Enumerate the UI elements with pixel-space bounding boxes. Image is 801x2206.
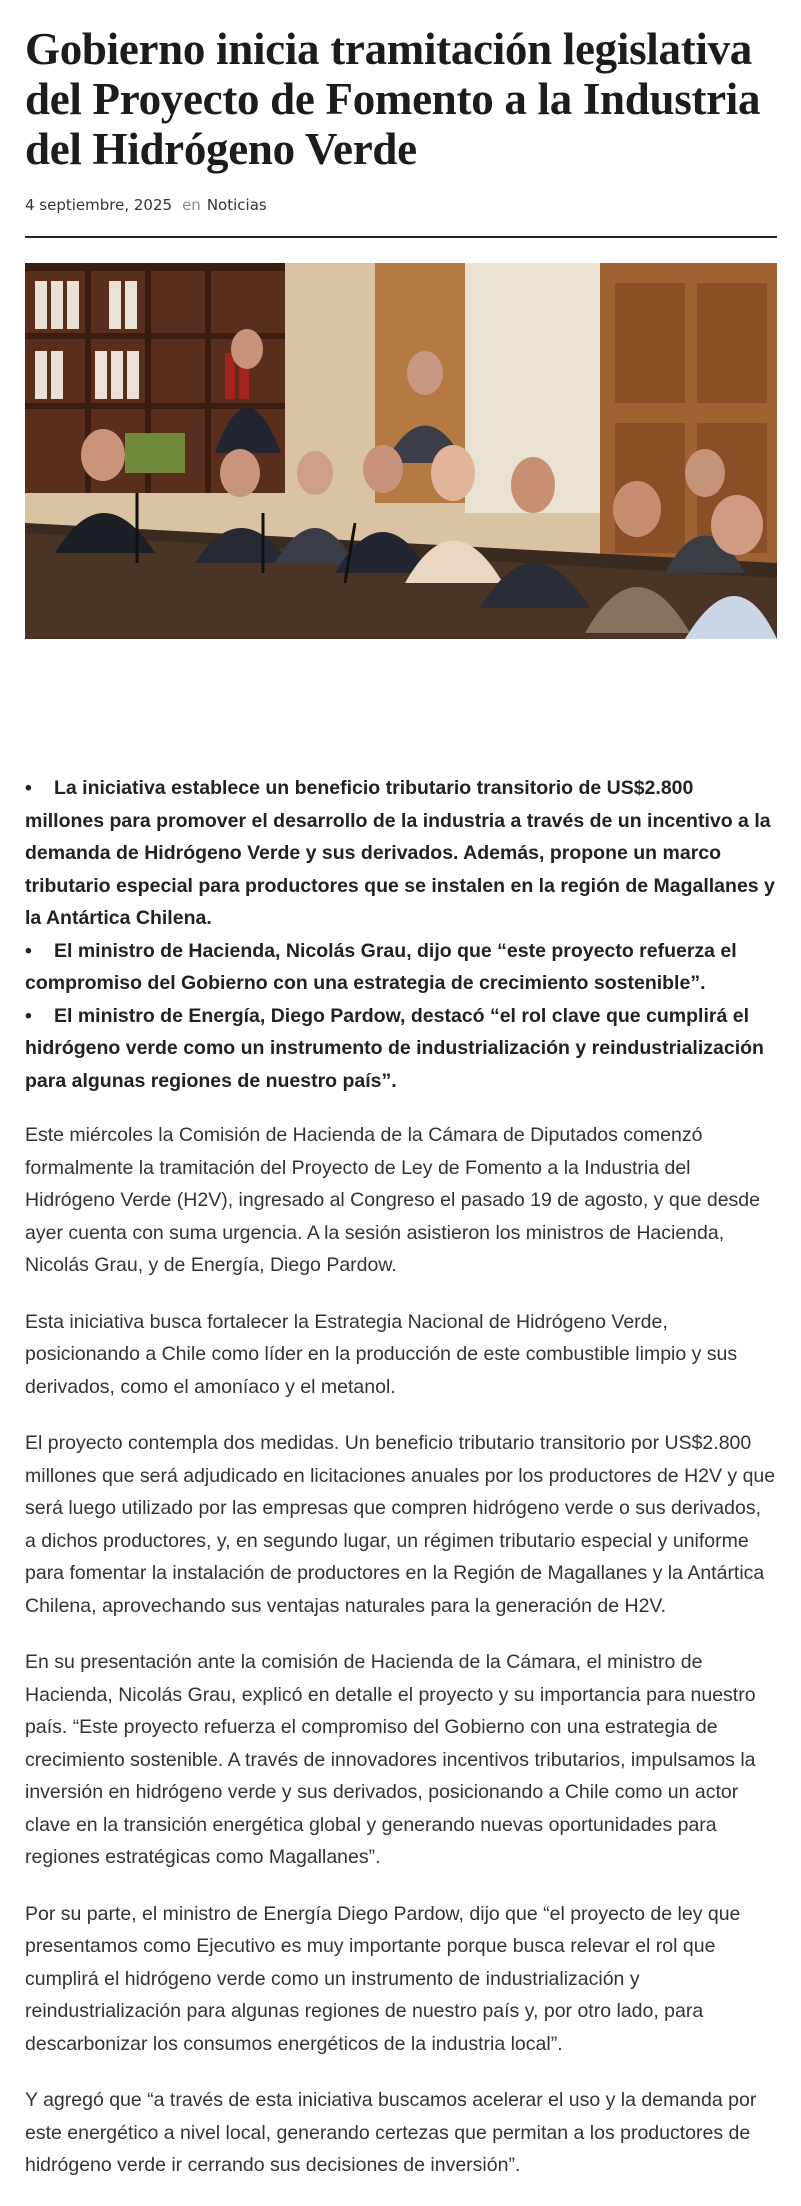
bullet-text: El ministro de Hacienda, Nicolás Grau, dijo que “este proyecto refuerza el compromiso del Gobierno con una estrategia de crecimiento sostenible”.: [25, 939, 737, 994]
article-title: Gobierno inicia tramitación legislativa del Proyecto de Fomento a la Industria del Hidrógeno Verde: [25, 24, 761, 174]
article-date: 4 septiembre, 2025: [25, 196, 173, 214]
body-paragraph: Esta iniciativa busca fortalecer la Estrategia Nacional de Hidrógeno Verde, posicionando a Chile como líder en la producción de este combustible limpio y sus derivados, como el amoníaco y el metanol.: [25, 1310, 738, 1398]
body-paragraph: Este miércoles la Comisión de Hacienda de la Cámara de Diputados comenzó formalmente la tramitación del Proyecto de Ley de Fomento a la Industria del Hidrógeno Verde (H2V), ingresado al Congreso el pasado 19 de agosto, y que desde ayer cuenta con suma urgencia. A la sesión asistieron los ministros de Hacienda, Nicolás Grau, y de Energía, Diego Pardow.: [25, 1124, 760, 1276]
summary-bullets: [25, 772, 777, 1097]
body-paragraph: El proyecto contempla dos medidas. Un beneficio tributario transitorio por US$2.800 millones que será adjudicado en licitaciones anuales por los productores de H2V y que será luego utilizado por las empresas que compren hidrógeno verde o sus derivados, a dichos productores, y, en segundo lugar, un régimen tributario especial y uniforme para fomentar la instalación de productores en la Región de Magallanes y la Antártica Chilena, aprovechando sus ventajas naturales para la generación de H2V.: [25, 1432, 776, 1617]
title-divider: [25, 236, 777, 238]
bullet-item: [25, 935, 777, 1000]
category-link[interactable]: Noticias: [206, 196, 267, 214]
hero-image: [25, 263, 777, 639]
article: [25, 24, 777, 2206]
body-paragraph: En su presentación ante la comisión de Hacienda de la Cámara, el ministro de Hacienda, Nicolás Grau, explicó en detalle el proyecto y su importancia para nuestro país. “Este proyecto refuerza el compromiso del Gobierno con una estrategia de crecimiento sostenible. A través de innovadores incentivos tributarios, impulsamos la inversión en hidrógeno verde y sus derivados, posicionando a Chile como un actor clave en la transición energética global y generando nuevas oportunidades para regiones estratégicas como Magallanes”.: [25, 1651, 756, 1868]
meta-in-label: en: [182, 196, 201, 214]
bullet-text: La iniciativa establece un beneficio tributario transitorio de US$2.800 millones para promover el desarrollo de la industria a través de un incentivo a la demanda de Hidrógeno Verde y sus derivados. Además, propone un marco tributario especial para productores que se instalen en la región de Magallanes y la Antártica Chilena.: [25, 777, 775, 929]
bullet-marker: •: [25, 939, 32, 962]
bullet-text: El ministro de Energía, Diego Pardow, destacó “el rol clave que cumplirá el hidrógeno verde como un instrumento de industrialización y reindustrialización para algunas regiones de nuestro país”.: [25, 1004, 764, 1092]
article-meta: [25, 194, 777, 216]
body-paragraph: Por su parte, el ministro de Energía Diego Pardow, dijo que “el proyecto de ley que presentamos como Ejecutivo es muy importante porque busca relevar el rol que cumplirá el hidrógeno verde como un instrumento de industrialización y reindustrialización para algunas regiones de nuestro país y, por otro lado, para descarbonizar los consumos energéticos de la industria local”.: [25, 1902, 741, 2055]
article-body: [25, 1119, 777, 2182]
bullet-marker: •: [25, 777, 32, 799]
bullet-marker: •: [25, 1004, 32, 1027]
body-paragraph: Y agregó que “a través de esta iniciativa buscamos acelerar el uso y la demanda por este energético a nivel local, generando certezas que permitan a los productores de hidrógeno verde ir cerrando sus decisiones de inversión”.: [25, 2089, 757, 2176]
bullet-item: [25, 1000, 777, 1098]
bullet-item: [25, 772, 777, 935]
